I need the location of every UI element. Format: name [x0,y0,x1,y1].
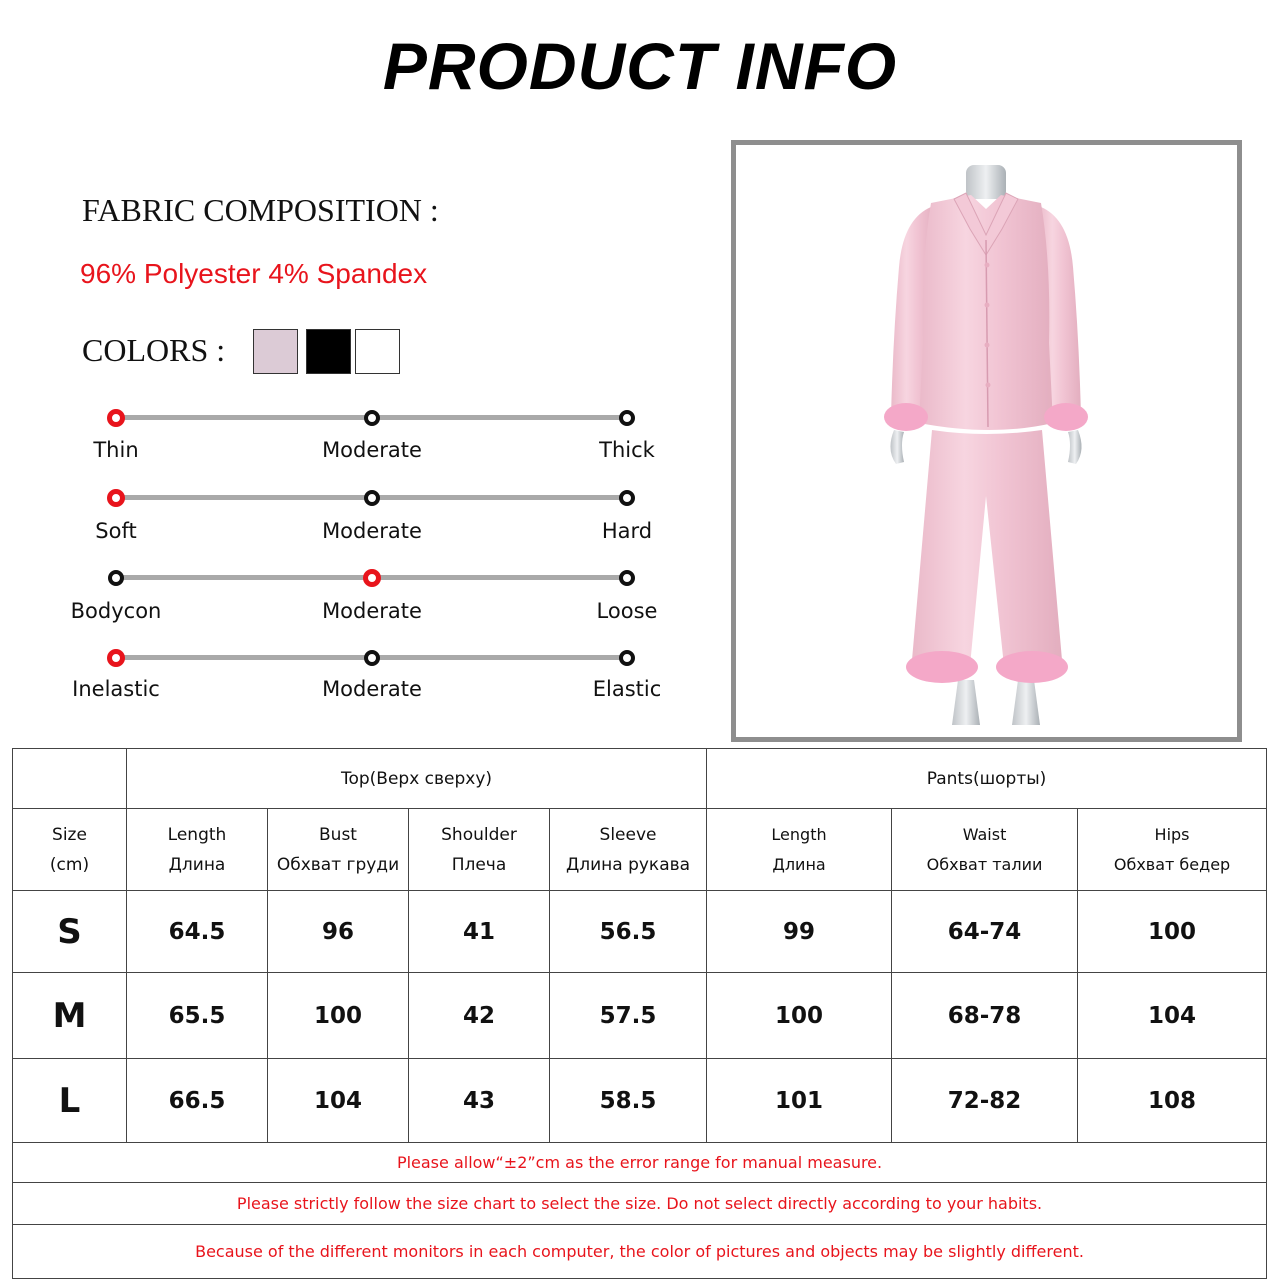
scale-marker [619,650,635,666]
measurement-cell: 101 [707,1059,892,1143]
colors-label: COLORS : [82,332,226,368]
measurement-cell: 65.5 [127,973,268,1059]
scale-marker [364,650,380,666]
pants-section-header: Pants(шорты) [707,749,1267,809]
col-header-hips [1078,809,1267,891]
measurement-cell: 100 [268,973,409,1059]
scale-marker [619,490,635,506]
color-swatch-white[interactable] [355,329,400,374]
scale-label: Moderate [322,438,422,462]
scale-marker [108,570,124,586]
col-header-en: Waist [962,824,1007,844]
scale-marker-selected [107,649,125,667]
col-header-en: Sleeve [599,824,657,845]
note-follow-chart: Please strictly follow the size chart to select the size. Do not select directly according to your habits. [13,1183,1267,1225]
corner-cell [13,749,127,809]
note-monitor-color: Because of the different monitors in each computer, the color of pictures and objects may be slightly different. [13,1225,1267,1279]
col-header-shoulder [409,809,550,891]
table-row [13,1059,1267,1143]
scale-label: Soft [95,519,137,543]
scale-marker-selected [363,569,381,587]
col-header-ru: Обхват бедер [1113,854,1231,874]
measurement-cell: 99 [707,891,892,973]
measurement-cell: 100 [707,973,892,1059]
scale-label: Moderate [322,599,422,623]
measurement-cell: 68-78 [892,973,1078,1059]
scale-label: Hard [601,519,653,543]
scale-label: Loose [596,599,658,623]
col-header-sleeve [550,809,707,891]
note-error-range: Please allow“±2”cm as the error range for manual measure. [13,1143,1267,1183]
scale-label: Elastic [592,677,662,701]
table-row [13,891,1267,973]
col-header-waist [892,809,1078,891]
scale-label: Thin [93,438,139,462]
measurement-cell: 56.5 [550,891,707,973]
scale-marker-selected [107,489,125,507]
size-cell: M [13,973,127,1059]
size-header-line: Size [52,824,87,845]
measurement-cell: 104 [268,1059,409,1143]
scale-marker [364,410,380,426]
col-header-en: Length [771,824,827,844]
color-swatch-black[interactable] [306,329,351,374]
pajama-set-illustration [736,145,1237,737]
col-header-en: Bust [319,824,357,845]
scale-marker [619,570,635,586]
col-header-bust [268,809,409,891]
scale-label: Bodycon [70,599,162,623]
size-cell: S [13,891,127,973]
measurement-cell: 104 [1078,973,1267,1059]
size-header-unit: (cm) [49,854,90,875]
col-header-en: Shoulder [441,824,517,845]
col-header-en: Hips [1154,824,1190,844]
measurement-cell: 57.5 [550,973,707,1059]
col-header-ru: Плеча [451,854,507,875]
product-photo [731,140,1242,742]
col-header-ru: Обхват груди [276,854,400,875]
col-header-ru: Обхват талии [926,854,1043,874]
top-section-header: Top(Верх сверху) [127,749,707,809]
col-header-top-length [127,809,268,891]
fabric-composition-label: FABRIC COMPOSITION : [82,192,439,228]
color-swatch-pink[interactable] [253,329,298,374]
scale-label: Thick [599,438,655,462]
size-column-header [13,809,127,891]
table-row [13,973,1267,1059]
scale-label: Inelastic [72,677,160,701]
scale-label: Moderate [322,677,422,701]
measurement-cell: 41 [409,891,550,973]
scale-marker-selected [107,409,125,427]
size-chart-table [12,748,1267,1279]
scale-marker [364,490,380,506]
col-header-pants-length [707,809,892,891]
col-header-ru: Длина [772,854,826,874]
fabric-composition-value: 96% Polyester 4% Spandex [80,258,428,289]
measurement-cell: 108 [1078,1059,1267,1143]
measurement-cell: 96 [268,891,409,973]
page-title: PRODUCT INFO [382,29,898,103]
measurement-cell: 100 [1078,891,1267,973]
measurement-cell: 64.5 [127,891,268,973]
measurement-cell: 64-74 [892,891,1078,973]
measurement-cell: 72-82 [892,1059,1078,1143]
col-header-ru: Длина рукава [565,854,691,875]
measurement-cell: 42 [409,973,550,1059]
measurement-cell: 58.5 [550,1059,707,1143]
col-header-en: Length [167,824,227,845]
scale-label: Moderate [322,519,422,543]
measurement-cell: 43 [409,1059,550,1143]
scale-marker [619,410,635,426]
size-cell: L [13,1059,127,1143]
col-header-ru: Длина [168,854,226,875]
measurement-cell: 66.5 [127,1059,268,1143]
